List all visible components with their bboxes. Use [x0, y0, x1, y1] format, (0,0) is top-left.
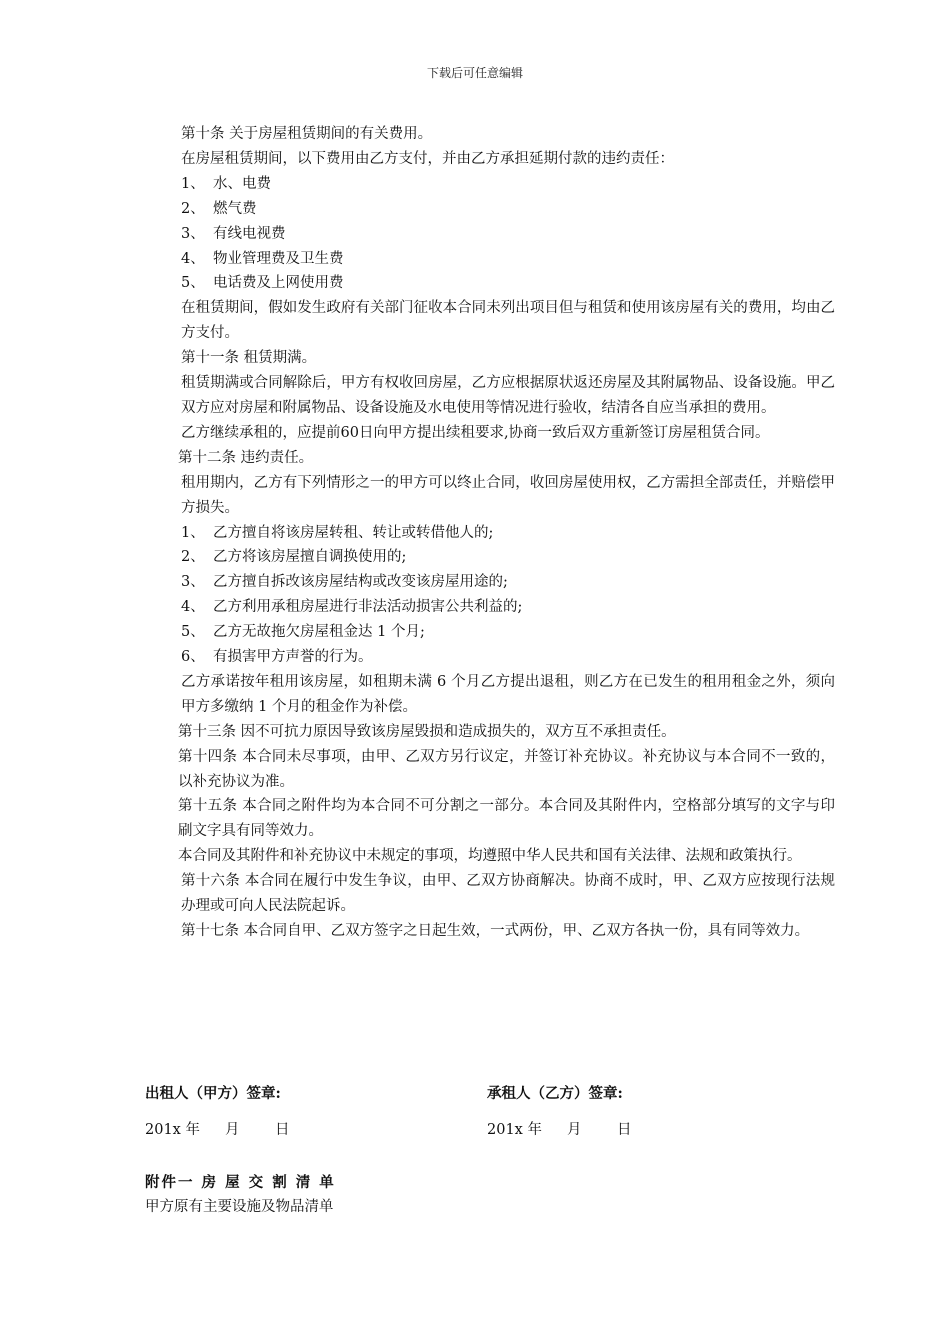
article-10-note: 在租赁期间，假如发生政府有关部门征收本合同未列出项目但与租赁和使用该房屋有关的费用，均由乙方支付。 [181, 300, 835, 342]
article-11-title: 第十一条 租赁期满。 [181, 350, 317, 367]
article-12-note: 乙方承诺按年租用该房屋，如租期未满 6 个月乙方提出退租，则乙方在已发生的租用租金之外，须向甲方多缴纳 1 个月的租金作为补偿。 [181, 673, 835, 715]
lessee-signature-label: 承租人（乙方）签章: [487, 1085, 623, 1102]
article-15-supplement: 本合同及其附件和补充协议中未规定的事项，均遵照中华人民共和国有关法律、法规和政策执行。 [178, 848, 802, 865]
breach-list [145, 521, 835, 670]
list-item: 4、 乙方利用承租房屋进行非法活动损害公共利益的; [181, 599, 523, 616]
article-12-title: 第十二条 违约责任。 [178, 449, 314, 466]
contract-body [145, 122, 835, 944]
article-14: 第十四条 本合同未尽事项，由甲、乙双方另行议定，并签订补充协议。补充协议与本合同不一致的，以补充协议为准。 [178, 748, 835, 790]
list-item: 6、 有损害甲方声誉的行为。 [181, 649, 373, 666]
lessee-date: 201x 年 月 日 [487, 1122, 632, 1138]
article-15: 第十五条 本合同之附件均为本合同不可分割之一部分。本合同及其附件内，空格部分填写的文字与印刷文字具有同等效力。 [178, 798, 835, 840]
article-10-intro: 在房屋租赁期间，以下费用由乙方支付，并由乙方承担延期付款的违约责任： [181, 150, 674, 167]
fee-list [145, 172, 835, 297]
article-11-para-2: 乙方继续承租的，应提前60日向甲方提出续租要求,协商一致后双方重新签订房屋租赁合同。 [181, 424, 770, 441]
list-item: 1、 乙方擅自将该房屋转租、转让或转借他人的; [181, 524, 494, 541]
article-12-intro: 租用期内，乙方有下列情形之一的甲方可以终止合同，收回房屋使用权，乙方需担全部责任，并赔偿甲方损失。 [181, 474, 835, 516]
list-item: 3、 有线电视费 [181, 225, 286, 242]
article-13: 第十三条 因不可抗力原因导致该房屋毁损和造成损失的，双方互不承担责任。 [178, 723, 676, 740]
annex-section [145, 1170, 336, 1220]
lessor-signature-label: 出租人（甲方）签章: [145, 1085, 281, 1102]
list-item: 1、 水、电费 [181, 175, 271, 192]
page-header: 下载后可任意编辑 [426, 66, 523, 80]
annex-subtitle: 甲方原有主要设施及物品清单 [145, 1199, 334, 1215]
list-item: 5、 乙方无故拖欠房屋租金达 1 个月; [181, 624, 425, 641]
list-item: 4、 物业管理费及卫生费 [181, 250, 344, 267]
list-item: 5、 电话费及上网使用费 [181, 275, 344, 292]
article-11-para-1: 租赁期满或合同解除后，甲方有权收回房屋，乙方应根据原状返还房屋及其附属物品、设备设施。甲乙双方应对房屋和附属物品、设备设施及水电使用等情况进行验收，结清各自应当承担的费用。 [181, 375, 835, 416]
list-item: 2、 燃气费 [181, 200, 257, 217]
article-17: 第十七条 本合同自甲、乙双方签字之日起生效，一式两份，甲、乙双方各执一份，具有同等效力。 [181, 923, 810, 939]
list-item: 3、 乙方擅自拆改该房屋结构或改变该房屋用途的; [181, 574, 508, 591]
list-item: 2、 乙方将该房屋擅自调换使用的; [181, 549, 407, 566]
article-10-title: 第十条 关于房屋租赁期间的有关费用。 [181, 126, 433, 142]
lessor-date: 201x 年 月 日 [145, 1122, 290, 1138]
article-16: 第十六条 本合同在履行中发生争议，由甲、乙双方协商解决。协商不成时，甲、乙双方应按现行法规办理或可向人民法院起诉。 [181, 873, 835, 915]
annex-title: 附件一 房 屋 交 割 清 单 [145, 1174, 336, 1191]
